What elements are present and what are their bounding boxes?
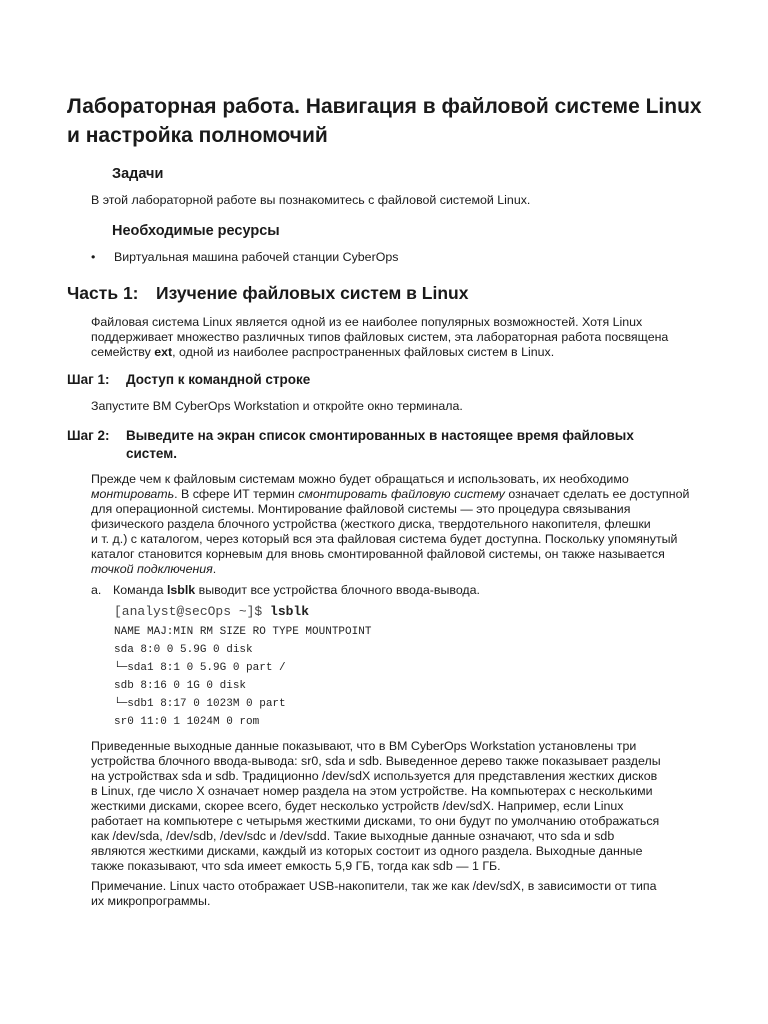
- terminal-output-line: sr0 11:0 1 1024M 0 rom: [114, 716, 260, 728]
- explain-line: в Linux, где число X означает номер раздела на этом устройстве. На компьютерах с несколькими: [91, 784, 653, 798]
- step2-number: Шаг 2:: [67, 428, 110, 443]
- terminal-output-line: sdb 8:16 0 1G 0 disk: [114, 680, 247, 692]
- terminal-prompt: [analyst@secOps ~]$: [114, 604, 271, 619]
- note-line: их микропрограммы.: [91, 894, 211, 908]
- explain-line: жесткими дисками, скорее всего, будет несколько устройств /dev/sdX. Например, если Linux: [91, 799, 624, 813]
- substep-a: [91, 583, 480, 597]
- resource-text: Виртуальная машина рабочей станции CyberOps: [114, 250, 399, 264]
- explain-line: на устройствах sda и sdb. Традиционно /dev/sdX используется для представления жестких дисков: [91, 769, 658, 783]
- objectives-text: В этой лабораторной работе вы познакомитесь с файловой системой Linux.: [91, 193, 531, 207]
- intro-text: , одной из наиболее распространенных файловых систем в Linux.: [172, 345, 555, 359]
- substep-text: выводит все устройства блочного ввода-вывода.: [195, 583, 481, 597]
- title-line-2: и настройка полномочий: [67, 124, 328, 147]
- step2-paragraph: [91, 472, 711, 577]
- explain-line: работает на компьютере с четырьмя жесткими дисками, то они будут по умолчанию отображаться: [91, 814, 660, 828]
- step1-title: Доступ к командной строке: [126, 372, 311, 387]
- intro-line: Файловая система Linux является одной из ее наиболее популярных возможностей. Хотя Linux: [91, 315, 643, 329]
- substep-label: a.: [91, 583, 102, 597]
- step1-text: Запустите ВМ CyberOps Workstation и откройте окно терминала.: [91, 399, 463, 413]
- intro-line: [91, 345, 711, 360]
- part1-heading: Часть 1: Изучение файловых систем в Linux: [67, 283, 469, 303]
- explain-line: также показывают, что sda имеет емкость 5,9 ГБ, тогда как sdb — 1 ГБ.: [91, 859, 501, 873]
- term-mount-fs: смонтировать файловую систему: [298, 487, 505, 501]
- step1-number: Шаг 1:: [67, 372, 110, 387]
- note-line: Примечание. Linux часто отображает USB-накопители, так же как /dev/sdX, в зависимости от типа: [91, 879, 657, 893]
- para-text: .: [212, 562, 217, 576]
- explain-line: являются жесткими дисками, каждый из которых состоит из одного раздела. Выходные данные: [91, 844, 643, 858]
- step2-title-line-2: систем.: [126, 446, 177, 461]
- substep-command: lsblk: [166, 583, 196, 597]
- explain-line: устройства блочного ввода-вывода: sr0, sda и sdb. Выведенное дерево также показывает разделы: [91, 754, 661, 768]
- resources-list-item: [91, 250, 398, 264]
- para-line: каталог становится корневым для вновь смонтированной файловой системы, он также называется: [91, 547, 665, 561]
- para-text: . В сфере ИТ термин: [174, 487, 299, 501]
- terminal-output-line: └─sdb1 8:17 0 1023M 0 part: [114, 698, 286, 710]
- resources-heading: Необходимые ресурсы: [112, 223, 280, 239]
- term-mount: монтировать: [91, 487, 175, 501]
- terminal-command: lsblk: [270, 604, 310, 619]
- terminal-output-line: └─sda1 8:1 0 5.9G 0 part /: [114, 662, 286, 674]
- para-line: физического раздела блочного устройства (жесткого диска, твердотельного накопителя, флешки: [91, 517, 651, 531]
- intro-line: поддерживает множество различных типов файловых систем, эта лабораторная работа посвящена: [91, 330, 669, 344]
- step1-heading: [67, 372, 310, 387]
- substep-text: Команда: [113, 583, 167, 597]
- bullet-icon: •: [91, 250, 96, 264]
- objectives-heading: Задачи: [112, 166, 164, 182]
- explain-line: Приведенные выходные данные показывают, что в ВМ CyberOps Workstation установлены три: [91, 739, 637, 753]
- explain-line: как /dev/sda, /dev/sdb, /dev/sdc и /dev/sdd. Такие выходные данные означают, что sda и sdb: [91, 829, 615, 843]
- para-line: [91, 562, 711, 577]
- para-text: означает сделать ее доступной: [504, 487, 690, 501]
- part1-intro: [91, 315, 711, 360]
- step2-title-line-1: Выведите на экран список смонтированных в настоящее время файловых: [126, 428, 634, 443]
- note-paragraph: [91, 879, 711, 909]
- para-line: и т. д.) с каталогом, через который вся эта файловая система будет доступна. Поскольку упомянутый: [91, 532, 678, 546]
- terminal-prompt-line: [114, 604, 309, 619]
- term-mount-point: точкой подключения: [91, 562, 213, 576]
- explanation-paragraph: [91, 739, 711, 874]
- title-line-1: Лабораторная работа. Навигация в файловой системе Linux: [67, 95, 702, 118]
- para-line: [91, 487, 711, 502]
- ext-keyword: ext: [154, 345, 173, 359]
- terminal-output-line: NAME MAJ:MIN RM SIZE RO TYPE MOUNTPOINT: [114, 626, 372, 638]
- terminal-output-line: sda 8:0 0 5.9G 0 disk: [114, 644, 253, 656]
- para-line: Прежде чем к файловым системам можно будет обращаться и использовать, их необходимо: [91, 472, 629, 486]
- step2-heading: [67, 427, 634, 463]
- page-title: [67, 92, 727, 150]
- intro-text: семейству: [91, 345, 155, 359]
- para-line: для операционной системы. Монтирование файловой системы — это процедура связывания: [91, 502, 631, 516]
